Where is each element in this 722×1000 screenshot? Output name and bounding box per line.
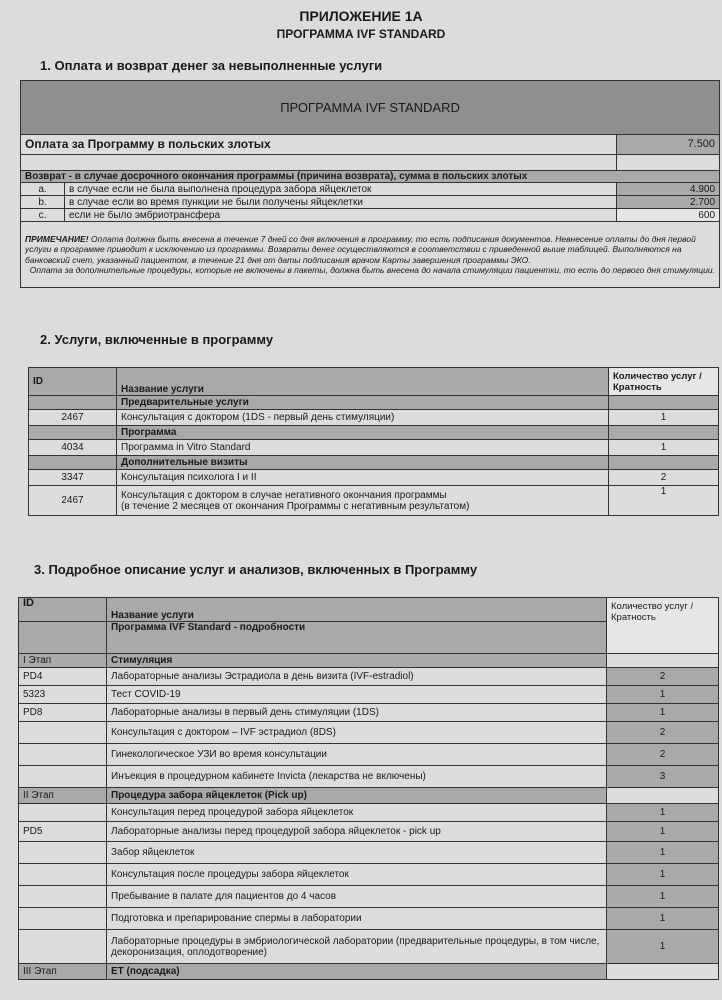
detail-id — [19, 864, 107, 886]
detail-id: PD8 — [19, 704, 107, 722]
stage-label: III Этап — [19, 964, 107, 980]
note-text-2: Оплата за дополнительные процедуры, которые не включены в пакеты, должна быть внесена до начала стимуляции пациентки, то есть до первого дня стимуляции. — [29, 265, 715, 275]
stage-qty-cell — [607, 788, 719, 804]
service-qty: 1 — [609, 440, 719, 456]
detail-qty: 1 — [607, 842, 719, 864]
detail-id — [19, 804, 107, 822]
group-qty-cell — [609, 426, 719, 440]
service-qty: 1 — [609, 410, 719, 426]
refund-text: в случае если во время пункции не были получены яйцеклетки — [65, 196, 617, 209]
detail-name: Лабораторные анализы в первый день стимуляции (1DS) — [107, 704, 607, 722]
detail-name: Пребывание в палате для пациентов до 4 часов — [107, 886, 607, 908]
refund-value: 4.900 — [617, 183, 720, 196]
payment-label: Оплата за Программу в польских злотых — [21, 135, 617, 155]
detail-qty: 1 — [607, 704, 719, 722]
stage-title: Стимуляция — [107, 654, 607, 668]
detail-name: Инъекция в процедурном кабинете Invicta (лекарства не включены) — [107, 766, 607, 788]
section3-heading: 3. Подробное описание услуг и анализов, включенных в Программу — [34, 562, 478, 577]
refund-value: 600 — [617, 209, 720, 222]
refund-header: Возврат - в случае досрочного окончания программы (причина возврата), сумма в польских злотых — [21, 171, 720, 183]
detail-id — [19, 930, 107, 964]
stage-qty-cell — [607, 654, 719, 668]
details-col-id-header: ID — [19, 598, 107, 622]
col-qty-header: Количество услуг /Кратность — [609, 368, 719, 396]
detail-name: Консультация перед процедурой забора яйцеклеток — [107, 804, 607, 822]
detail-id — [19, 908, 107, 930]
details-subtitle-id — [19, 622, 107, 654]
document-title: ПРИЛОЖЕНИЕ 1А — [299, 8, 423, 24]
detail-id: PD5 — [19, 822, 107, 842]
service-name-line2: (в течение 2 месяцев от окончания Программы с негативным результатом) — [121, 500, 470, 512]
payment-table — [20, 80, 720, 288]
detail-name: Лабораторные процедуры в эмбриологической лаборатории (предварительные процедуры, в том числе, декоронизация, оплодотворение) — [107, 930, 607, 964]
detail-qty: 1 — [607, 804, 719, 822]
details-table — [18, 597, 719, 980]
service-id: 3347 — [29, 470, 117, 486]
service-qty: 1 — [609, 486, 719, 516]
refund-text: в случае если не была выполнена процедура забора яйцеклеток — [65, 183, 617, 196]
group-qty-cell — [609, 396, 719, 410]
detail-qty: 1 — [607, 864, 719, 886]
col-id-header: ID — [29, 368, 117, 396]
detail-qty: 2 — [607, 744, 719, 766]
stage-title: Процедура забора яйцеклеток (Pick up) — [107, 788, 607, 804]
stage-label: II Этап — [19, 788, 107, 804]
detail-qty: 3 — [607, 766, 719, 788]
note-text: Оплата должна быть внесена в течение 7 дней со дня включения в программу, то есть подписания документов. Невнесение оплаты до дня первой услуги в программе приводит к исключению из программы. Возвраты денег осуществляются в соответствии с приведенной выше таблицей. Выполняются на банковский счет, указанный пациентом, в течение 21 дня от даты подписания врачом Карты завершения программы ЭКО. — [25, 233, 696, 265]
service-name: Консультация с доктором (1DS - первый день стимуляции) — [117, 410, 609, 426]
detail-id — [19, 886, 107, 908]
details-col-qty-header: Количество услуг /Кратность — [607, 598, 719, 654]
detail-id — [19, 722, 107, 744]
service-id: 4034 — [29, 440, 117, 456]
payment-value: 7.500 — [617, 135, 720, 155]
refund-letter: c. — [21, 209, 65, 222]
service-name: Консультация психолога I и II — [117, 470, 609, 486]
service-id: 2467 — [29, 486, 117, 516]
detail-name: Консультация после процедуры забора яйцеклеток — [107, 864, 607, 886]
section1-heading: 1. Оплата и возврат денег за невыполненные услуги — [40, 58, 383, 73]
stage-title: ET (подсадка) — [107, 964, 607, 980]
service-qty: 2 — [609, 470, 719, 486]
detail-name: Подготовка и препарирование спермы в лаборатории — [107, 908, 607, 930]
detail-name: Лабораторные анализы Эстрадиола в день визита (IVF-estradiol) — [107, 668, 607, 686]
refund-letter: b. — [21, 196, 65, 209]
stage-qty-cell — [607, 964, 719, 980]
detail-qty: 2 — [607, 722, 719, 744]
details-subtitle: Программа IVF Standard - подробности — [107, 622, 607, 654]
document-subtitle: ПРОГРАММА IVF STANDARD — [276, 27, 446, 41]
stage-label: I Этап — [19, 654, 107, 668]
detail-id: 5323 — [19, 686, 107, 704]
detail-qty: 1 — [607, 886, 719, 908]
service-name: Программа in Vitro Standard — [117, 440, 609, 456]
detail-qty: 1 — [607, 908, 719, 930]
col-name-header: Название услуги — [117, 368, 609, 396]
refund-value: 2.700 — [617, 196, 720, 209]
service-id: 2467 — [29, 410, 117, 426]
refund-text: если не было эмбриотрансфера — [65, 209, 617, 222]
group-id-cell — [29, 426, 117, 440]
payment-note — [21, 222, 720, 288]
service-name-line1: Консультация с доктором в случае негативного окончания программы — [121, 489, 447, 501]
detail-qty: 1 — [607, 822, 719, 842]
note-label: ПРИМЕЧАНИЕ! — [25, 233, 89, 244]
payment-spacer — [21, 155, 617, 171]
detail-id — [19, 766, 107, 788]
group-title: Программа — [117, 426, 609, 440]
detail-id: PD4 — [19, 668, 107, 686]
detail-qty: 1 — [607, 686, 719, 704]
detail-name: Тест COVID-19 — [107, 686, 607, 704]
group-title: Дополнительные визиты — [117, 456, 609, 470]
services-table — [28, 367, 719, 516]
payment-spacer-cell — [617, 155, 720, 171]
detail-qty: 1 — [607, 930, 719, 964]
payment-table-title: ПРОГРАММА IVF STANDARD — [21, 81, 720, 135]
detail-name: Лабораторные анализы перед процедурой забора яйцеклеток - pick up — [107, 822, 607, 842]
detail-name: Гинекологическое УЗИ во время консультации — [107, 744, 607, 766]
detail-qty: 2 — [607, 668, 719, 686]
group-id-cell — [29, 396, 117, 410]
detail-name: Забор яйцеклеток — [107, 842, 607, 864]
detail-id — [19, 842, 107, 864]
details-col-name-header: Название услуги — [107, 598, 607, 622]
refund-letter: a. — [21, 183, 65, 196]
section2-heading: 2. Услуги, включенные в программу — [40, 332, 274, 347]
detail-name: Консультация с доктором – IVF эстрадиол (8DS) — [107, 722, 607, 744]
group-qty-cell — [609, 456, 719, 470]
detail-id — [19, 744, 107, 766]
group-id-cell — [29, 456, 117, 470]
group-title: Предварительные услуги — [117, 396, 609, 410]
service-name — [117, 486, 609, 516]
